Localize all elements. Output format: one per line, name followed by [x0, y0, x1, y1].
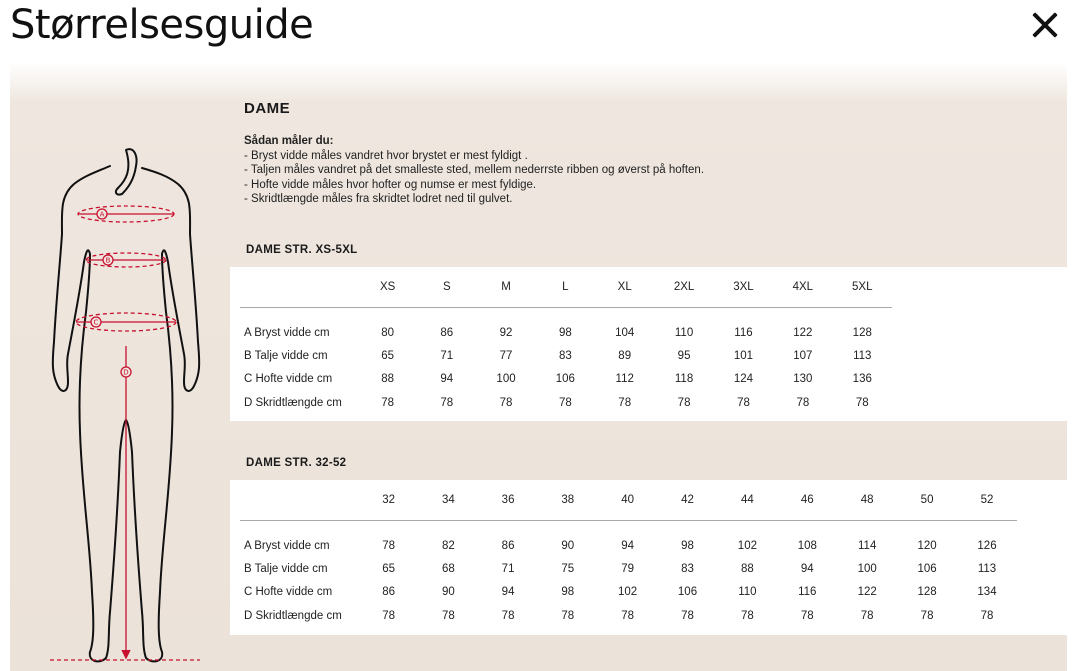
close-icon[interactable]: [1028, 8, 1062, 42]
table-cell: 80: [381, 326, 395, 339]
table-cell: 86: [440, 326, 454, 339]
table-cell: 110: [674, 326, 694, 339]
table-cell: 106: [917, 562, 937, 575]
table-cell: 113: [977, 562, 997, 575]
table-cell: 128: [917, 586, 937, 599]
page-title: Størrelsesguide: [10, 2, 314, 48]
table-cell: 112: [615, 373, 634, 386]
column-header: M: [501, 280, 511, 293]
table-label-32-52: DAME STR. 32-52: [246, 457, 347, 469]
table-cell: 83: [558, 349, 572, 362]
table-cell: 118: [674, 373, 694, 386]
table-cell: 100: [857, 562, 877, 575]
table-cell: 116: [734, 326, 753, 339]
instruction-line: - Taljen måles vandret på det smalleste sted, mellem nederrste ribben og øverst på hoften.: [244, 164, 705, 176]
table-cell: 130: [793, 373, 813, 386]
table-cell: 78: [855, 396, 869, 409]
table-cell: 88: [381, 373, 395, 386]
column-header: 5XL: [852, 280, 873, 293]
table-cell: 102: [618, 586, 638, 599]
section-title: DAME: [244, 100, 291, 117]
table-cell: 110: [738, 586, 757, 599]
table-cell: 78: [681, 609, 694, 622]
table-label-xs-5xl: DAME STR. XS-5XL: [246, 244, 358, 256]
measurement-instructions: [244, 134, 704, 207]
row-label: A Bryst vidde cm: [244, 539, 330, 552]
table-cell: 106: [555, 373, 575, 386]
size-table-xs-5xl: [230, 267, 1067, 421]
table-row: [240, 391, 892, 415]
table-cell: 78: [741, 609, 754, 622]
table-row: [240, 344, 892, 368]
row-label: A Bryst vidde cm: [244, 326, 330, 339]
column-header: 34: [441, 493, 455, 506]
table-cell: 134: [977, 586, 997, 599]
column-header: 36: [501, 493, 515, 506]
column-header: 48: [860, 493, 874, 506]
table-cell: 100: [496, 373, 516, 386]
table-cell: 94: [440, 373, 454, 386]
table-cell: 94: [800, 562, 814, 575]
table-cell: 98: [561, 586, 575, 599]
table-cell: 78: [561, 609, 575, 622]
table-cell: 78: [382, 539, 395, 552]
table-header-row: [240, 480, 1017, 520]
table-cell: 75: [561, 562, 575, 575]
row-label: D Skridtlængde cm: [244, 396, 342, 409]
table-cell: 86: [501, 539, 515, 552]
table-cell: 71: [440, 349, 454, 362]
column-header: 44: [741, 493, 754, 506]
column-header: XL: [617, 280, 632, 293]
table-cell: 94: [621, 539, 635, 552]
table-cell: 94: [501, 586, 515, 599]
column-header: 42: [681, 493, 694, 506]
table-cell: 78: [860, 609, 874, 622]
table-cell: 108: [797, 539, 817, 552]
table-cell: 106: [677, 586, 698, 599]
table-row: [240, 557, 1017, 581]
column-header: S: [442, 280, 451, 293]
marker-b: B: [105, 256, 111, 265]
table-row: [240, 581, 1017, 605]
table-row: [240, 368, 892, 392]
table-cell: 114: [858, 539, 877, 552]
table-cell: 65: [382, 562, 395, 575]
table-cell: 113: [853, 349, 872, 362]
table-cell: 68: [441, 562, 455, 575]
column-header: 52: [980, 493, 994, 506]
table-cell: 88: [741, 562, 754, 575]
marker-c: C: [93, 318, 99, 327]
table-cell: 86: [382, 586, 395, 599]
column-header: 32: [382, 493, 395, 506]
table-cell: 82: [441, 539, 455, 552]
size-guide-panel: [10, 62, 1067, 671]
size-table-32-52: [230, 480, 1067, 635]
instruction-line: - Bryst vidde måles vandret hvor brystet er mest fyldigt .: [244, 149, 528, 162]
table-cell: 95: [677, 349, 691, 362]
marker-d: D: [123, 368, 129, 377]
table-cell: 78: [621, 609, 635, 622]
table-cell: 116: [798, 586, 817, 599]
instruction-line: - Skridtlængde måles fra skridtet lodret ned til gulvet.: [244, 193, 513, 205]
table-cell: 126: [977, 539, 997, 552]
row-label: B Talje vidde cm: [244, 349, 328, 362]
table-cell: 136: [852, 373, 872, 386]
row-label: B Talje vidde cm: [244, 562, 328, 575]
body-measurement-figure: [40, 142, 240, 671]
table-row: [240, 604, 1017, 628]
table-cell: 104: [615, 326, 635, 339]
table-cell: 65: [381, 349, 395, 362]
table-cell: 107: [793, 349, 813, 362]
table-cell: 102: [737, 539, 757, 552]
table-cell: 78: [980, 609, 994, 622]
table-cell: 122: [857, 586, 877, 599]
table-cell: 92: [499, 326, 513, 339]
column-header: 40: [621, 493, 635, 506]
table-cell: 101: [733, 349, 754, 362]
table-cell: 128: [852, 326, 872, 339]
column-header: XS: [380, 280, 396, 293]
table-cell: 90: [561, 539, 575, 552]
table-cell: 78: [440, 396, 454, 409]
table-cell: 98: [681, 539, 694, 552]
table-cell: 124: [733, 373, 754, 386]
table-cell: 78: [800, 609, 814, 622]
column-header: 4XL: [792, 280, 814, 293]
column-header: 38: [561, 493, 575, 506]
table-cell: 89: [618, 349, 632, 362]
table-cell: 78: [558, 396, 572, 409]
instructions-heading: Sådan måler du:: [244, 135, 334, 147]
marker-a: A: [99, 210, 105, 219]
row-label: C Hofte vidde cm: [244, 586, 333, 599]
table-cell: 83: [681, 562, 694, 575]
instruction-line: - Hofte vidde måles hvor hofter og numse er mest fyldige.: [244, 178, 537, 191]
row-label: D Skridtlængde cm: [244, 609, 342, 622]
table-cell: 71: [501, 562, 515, 575]
table-cell: 77: [499, 349, 513, 362]
table-cell: 120: [917, 539, 937, 552]
column-header: L: [562, 280, 569, 293]
table-cell: 78: [677, 396, 691, 409]
table-cell: 122: [793, 326, 813, 339]
table-cell: 98: [558, 326, 572, 339]
table-row: [240, 520, 1017, 557]
table-cell: 78: [618, 396, 632, 409]
column-header: 46: [800, 493, 814, 506]
table-cell: 79: [621, 562, 635, 575]
table-cell: 78: [441, 609, 455, 622]
table-cell: 90: [441, 586, 455, 599]
table-cell: 78: [737, 396, 750, 409]
table-row: [240, 307, 892, 344]
table-cell: 78: [796, 396, 810, 409]
table-cell: 78: [920, 609, 934, 622]
column-header: 3XL: [733, 280, 754, 293]
column-header: 2XL: [673, 280, 695, 293]
table-cell: 78: [381, 396, 395, 409]
table-header-row: [240, 267, 892, 307]
table-cell: 78: [501, 609, 515, 622]
table-cell: 78: [382, 609, 395, 622]
table-cell: 78: [499, 396, 513, 409]
column-header: 50: [920, 493, 934, 506]
row-label: C Hofte vidde cm: [244, 373, 333, 386]
